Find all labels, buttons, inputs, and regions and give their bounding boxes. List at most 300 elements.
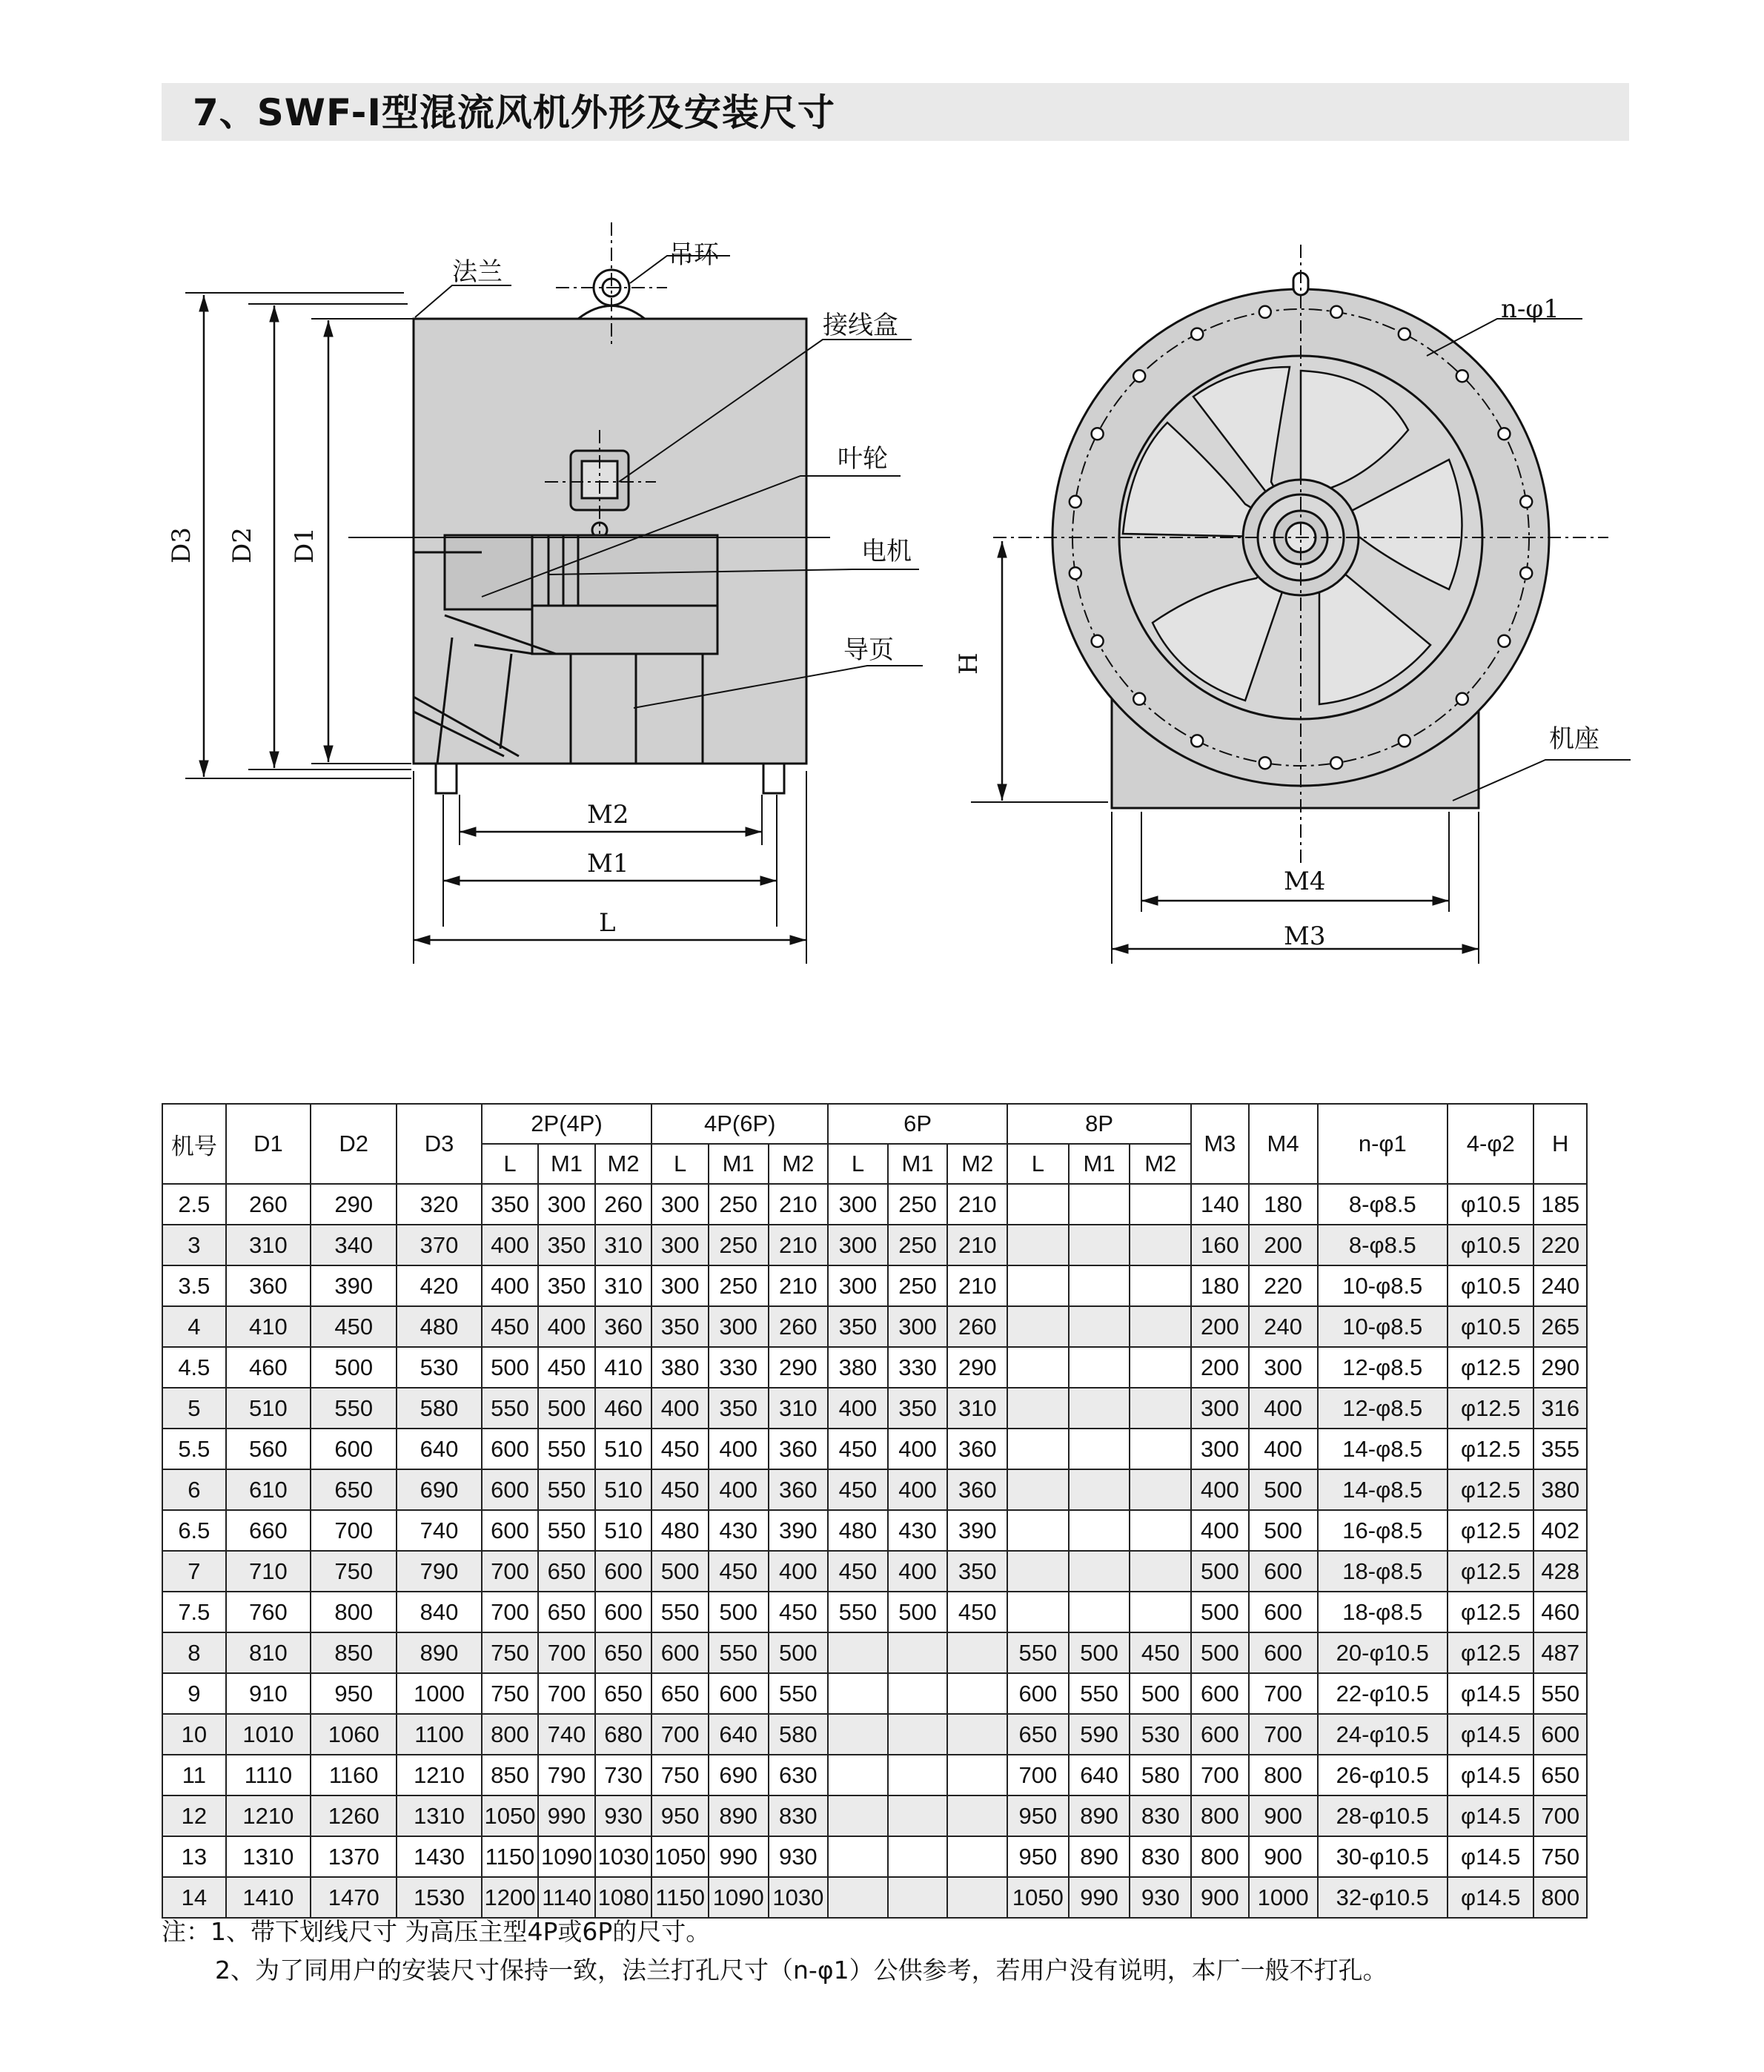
table-cell [1007,1551,1069,1592]
table-cell: 1050 [1007,1877,1069,1918]
table-cell: 370 [397,1225,481,1265]
table-cell: 500 [1249,1510,1318,1551]
table-row [162,1429,1587,1469]
table-cell: 12-φ8.5 [1318,1388,1448,1429]
table-cell: 300 [1249,1347,1318,1388]
table-cell: 210 [769,1184,829,1225]
label-h: H [954,652,984,675]
table-cell: 500 [769,1632,829,1673]
table-cell: 220 [1533,1225,1587,1265]
table-cell: 950 [311,1673,397,1714]
table-cell [828,1632,888,1673]
table-cell [1130,1306,1191,1347]
table-cell: 430 [709,1510,769,1551]
table-cell [888,1714,948,1755]
bolt-hole [1520,496,1532,508]
table-cell [1069,1592,1130,1632]
table-row [162,1184,1587,1225]
sub-header: L [482,1144,539,1184]
table-cell [1130,1388,1191,1429]
table-cell: 640 [397,1429,481,1469]
table-cell: 1310 [226,1836,311,1877]
table-cell: 830 [1130,1836,1191,1877]
table-cell: 180 [1249,1184,1318,1225]
table-cell: 12 [162,1795,226,1836]
table-cell: 600 [1007,1673,1069,1714]
table-cell: 950 [1007,1795,1069,1836]
table-cell: 600 [311,1429,397,1469]
table-cell: 640 [1069,1755,1130,1795]
table-header-row-1 [162,1104,1587,1144]
table-cell: 7 [162,1551,226,1592]
table-cell: φ10.5 [1448,1184,1533,1225]
table-cell: 550 [311,1388,397,1429]
bolt-hole [1092,635,1104,647]
table-cell: 3.5 [162,1265,226,1306]
table-cell: 300 [651,1265,709,1306]
table-cell: 510 [226,1388,311,1429]
table-row [162,1592,1587,1632]
table-cell: 350 [947,1551,1007,1592]
table-cell: 500 [1191,1632,1249,1673]
table-cell: φ12.5 [1448,1632,1533,1673]
table-cell [1130,1265,1191,1306]
table-cell [828,1714,888,1755]
table-cell [1130,1225,1191,1265]
table-cell: 450 [482,1306,539,1347]
table-row [162,1632,1587,1673]
table-cell: 300 [709,1306,769,1347]
table-cell: 800 [1533,1877,1587,1918]
table-cell: 700 [538,1673,595,1714]
table-cell [1007,1347,1069,1388]
table-cell: 990 [709,1836,769,1877]
table-cell: 830 [1130,1795,1191,1836]
table-cell: 1150 [482,1836,539,1877]
table-cell: 450 [828,1551,888,1592]
table-cell: 350 [538,1225,595,1265]
col-group-8p: 8P [1007,1104,1191,1144]
table-cell: 350 [538,1265,595,1306]
table-cell: 9 [162,1673,226,1714]
table-cell: 350 [482,1184,539,1225]
table-cell: 890 [397,1632,481,1673]
table-cell [947,1755,1007,1795]
table-cell [1130,1347,1191,1388]
table-cell: 390 [769,1510,829,1551]
table-cell [1007,1184,1069,1225]
bolt-hole [1070,567,1081,579]
bolt-hole [1259,757,1271,769]
table-cell: 1050 [482,1795,539,1836]
table-cell: φ12.5 [1448,1388,1533,1429]
table-cell: 1200 [482,1877,539,1918]
table-cell: 660 [226,1510,311,1551]
fan-drawing [0,0,1764,1023]
side-view [414,270,806,793]
table-cell: φ14.5 [1448,1795,1533,1836]
table-cell: 700 [311,1510,397,1551]
table-cell: 300 [651,1184,709,1225]
sub-header: L [1007,1144,1069,1184]
table-cell: 1150 [651,1877,709,1918]
bolt-hole [1330,306,1342,318]
col-header-holes: n-φ1 [1318,1104,1448,1184]
table-cell: 680 [595,1714,652,1755]
table-cell: φ12.5 [1448,1429,1533,1469]
table-cell: 402 [1533,1510,1587,1551]
label-d3: D3 [167,527,196,563]
table-cell: 1050 [651,1836,709,1877]
table-cell: 950 [1007,1836,1069,1877]
table-cell: 500 [311,1347,397,1388]
table-cell: 500 [538,1388,595,1429]
table-cell: 390 [311,1265,397,1306]
table-cell: 500 [1069,1632,1130,1673]
col-group-4p: 4P(6P) [651,1104,828,1144]
table-cell: 210 [947,1184,1007,1225]
table-cell [1007,1469,1069,1510]
bolt-hole [1520,567,1532,579]
table-cell: 1110 [226,1755,311,1795]
table-cell: 550 [538,1510,595,1551]
table-cell: 450 [651,1429,709,1469]
table-cell [1069,1184,1130,1225]
table-cell: 250 [888,1265,948,1306]
table-cell: 20-φ10.5 [1318,1632,1448,1673]
table-cell: 1030 [595,1836,652,1877]
table-cell: 1210 [397,1755,481,1795]
table-cell: 18-φ8.5 [1318,1592,1448,1632]
table-row [162,1388,1587,1429]
table-cell: 350 [709,1388,769,1429]
table-cell: 460 [595,1388,652,1429]
label-flange: 法兰 [452,257,503,287]
label-d2: D2 [228,527,257,563]
table-cell: 750 [482,1632,539,1673]
table-cell: 300 [1191,1429,1249,1469]
table-cell [888,1795,948,1836]
table-cell [1130,1184,1191,1225]
table-cell [828,1795,888,1836]
table-cell: 650 [1533,1755,1587,1795]
table-row [162,1795,1587,1836]
table-cell: 160 [1191,1225,1249,1265]
table-cell: 590 [1069,1714,1130,1755]
table-cell: 740 [397,1510,481,1551]
table-cell: 690 [709,1755,769,1795]
table-cell: 550 [1533,1673,1587,1714]
col-group-2p: 2P(4P) [482,1104,652,1144]
table-cell: 200 [1191,1347,1249,1388]
table-cell: 420 [397,1265,481,1306]
table-cell: 1470 [311,1877,397,1918]
bolt-hole [1456,370,1468,382]
table-cell: 600 [595,1551,652,1592]
table-cell: 400 [538,1306,595,1347]
table-cell: 550 [769,1673,829,1714]
table-cell: 14 [162,1877,226,1918]
table-cell: 400 [709,1429,769,1469]
table-cell: 730 [595,1755,652,1795]
table-cell [888,1632,948,1673]
table-cell: 6.5 [162,1510,226,1551]
table-cell: 950 [651,1795,709,1836]
table-cell: 400 [888,1469,948,1510]
table-cell: 600 [1249,1592,1318,1632]
table-cell: 800 [1191,1836,1249,1877]
table-cell: φ14.5 [1448,1714,1533,1755]
table-cell: 600 [482,1510,539,1551]
table-cell: 200 [1249,1225,1318,1265]
table-cell: 11 [162,1755,226,1795]
table-cell: 5.5 [162,1429,226,1469]
table-cell: 290 [769,1347,829,1388]
table-row [162,1836,1587,1877]
table-row [162,1714,1587,1755]
bolt-hole [1191,735,1203,747]
table-cell: 330 [888,1347,948,1388]
table-cell: 410 [226,1306,311,1347]
table-cell: 580 [1130,1755,1191,1795]
label-lifting-ring: 吊环 [669,240,719,270]
table-cell [1130,1469,1191,1510]
table-cell: 1010 [226,1714,311,1755]
table-cell: 450 [828,1469,888,1510]
col-header-d1: D1 [226,1104,311,1184]
table-cell: 700 [1249,1714,1318,1755]
table-cell: 7.5 [162,1592,226,1632]
table-cell: 300 [828,1184,888,1225]
table-cell: 1080 [595,1877,652,1918]
table-cell [1130,1429,1191,1469]
table-cell: 1060 [311,1714,397,1755]
table-cell: 400 [888,1551,948,1592]
table-cell: φ12.5 [1448,1551,1533,1592]
table-cell: 300 [651,1225,709,1265]
table-cell: 550 [1007,1632,1069,1673]
table-cell: 850 [482,1755,539,1795]
label-holes: n-φ1 [1501,294,1559,324]
table-row [162,1469,1587,1510]
table-cell: 990 [1069,1877,1130,1918]
table-cell: 28-φ10.5 [1318,1795,1448,1836]
sub-header: M2 [595,1144,652,1184]
table-cell: 600 [482,1429,539,1469]
table-cell: 1140 [538,1877,595,1918]
table-cell: 930 [769,1836,829,1877]
table-cell: 550 [538,1469,595,1510]
bolt-hole [1399,735,1410,747]
table-cell [888,1877,948,1918]
sub-header: L [828,1144,888,1184]
table-cell: 26-φ10.5 [1318,1755,1448,1795]
table-cell: 355 [1533,1429,1587,1469]
table-cell: 790 [397,1551,481,1592]
note-1: 注：1、带下划线尺寸 为高压主型4P或6P的尺寸。 [162,1917,711,1946]
table-cell: 510 [595,1510,652,1551]
table-cell: 3 [162,1225,226,1265]
bolt-hole [1133,370,1145,382]
table-cell: 300 [828,1225,888,1265]
table-row [162,1877,1587,1918]
table-cell: 8-φ8.5 [1318,1225,1448,1265]
table-cell [1130,1592,1191,1632]
table-cell: 300 [538,1184,595,1225]
table-cell: 700 [482,1551,539,1592]
table-cell: 350 [888,1388,948,1429]
table-cell [888,1673,948,1714]
table-cell: 4 [162,1306,226,1347]
table-cell: 265 [1533,1306,1587,1347]
table-cell: 310 [947,1388,1007,1429]
table-cell: 450 [311,1306,397,1347]
table-cell: 510 [595,1469,652,1510]
table-cell: 200 [1191,1306,1249,1347]
table-cell: 750 [1533,1836,1587,1877]
table-cell: 428 [1533,1551,1587,1592]
sub-header: M1 [1069,1144,1130,1184]
table-cell: 1430 [397,1836,481,1877]
table-cell: 450 [769,1592,829,1632]
table-cell: 650 [595,1673,652,1714]
table-cell: φ10.5 [1448,1265,1533,1306]
table-cell: 500 [1130,1673,1191,1714]
table-cell: 12-φ8.5 [1318,1347,1448,1388]
foot-right [763,764,784,793]
bolt-hole [1399,328,1410,340]
bolt-hole [1498,428,1510,440]
table-cell: 22-φ10.5 [1318,1673,1448,1714]
bolt-hole [1092,428,1104,440]
table-cell: 13 [162,1836,226,1877]
table-cell: 340 [311,1225,397,1265]
table-cell: φ14.5 [1448,1877,1533,1918]
table-cell [1130,1510,1191,1551]
table-cell: 250 [709,1265,769,1306]
table-cell: 1000 [397,1673,481,1714]
label-l: L [599,908,616,938]
table-cell: 450 [1130,1632,1191,1673]
label-junction-box: 接线盒 [823,311,898,340]
table-cell: 550 [538,1429,595,1469]
table-cell: φ12.5 [1448,1469,1533,1510]
table-cell: 360 [595,1306,652,1347]
table-cell: 450 [538,1347,595,1388]
table-cell [1007,1306,1069,1347]
table-cell: 610 [226,1469,311,1510]
col-group-6p: 6P [828,1104,1007,1144]
table-cell: 650 [311,1469,397,1510]
table-row [162,1306,1587,1347]
table-cell: 8 [162,1632,226,1673]
table-cell: 650 [595,1632,652,1673]
table-cell: 750 [482,1673,539,1714]
col-header-base-holes: 4-φ2 [1448,1104,1533,1184]
table-cell: 360 [947,1469,1007,1510]
table-cell: 580 [769,1714,829,1755]
table-cell: 700 [482,1592,539,1632]
table-cell: 32-φ10.5 [1318,1877,1448,1918]
table-cell [947,1877,1007,1918]
table-cell: 890 [1069,1836,1130,1877]
table-cell: φ10.5 [1448,1225,1533,1265]
table-cell: 290 [947,1347,1007,1388]
table-cell: 260 [595,1184,652,1225]
col-header-h: H [1533,1104,1587,1184]
table-cell: 260 [947,1306,1007,1347]
col-header-d2: D2 [311,1104,397,1184]
table-cell [947,1632,1007,1673]
table-cell: 600 [595,1592,652,1632]
foot-left [436,764,457,793]
table-cell: 690 [397,1469,481,1510]
table-cell: 600 [1249,1632,1318,1673]
table-cell: 1100 [397,1714,481,1755]
sub-header: M2 [769,1144,829,1184]
table-cell [1130,1551,1191,1592]
table-cell: 310 [595,1225,652,1265]
table-cell: 580 [397,1388,481,1429]
table-cell: 300 [828,1265,888,1306]
table-cell: 400 [1249,1429,1318,1469]
table-cell: 600 [1533,1714,1587,1755]
table-cell: 250 [888,1225,948,1265]
table-cell: 1090 [538,1836,595,1877]
table-cell: 510 [595,1429,652,1469]
table-row [162,1551,1587,1592]
table-cell: 316 [1533,1388,1587,1429]
table-cell: 550 [651,1592,709,1632]
table-cell: 380 [651,1347,709,1388]
table-cell: 360 [769,1469,829,1510]
bolt-hole [1330,757,1342,769]
table-cell: 500 [1191,1551,1249,1592]
col-header-no: 机号 [162,1104,226,1184]
table-cell: 500 [1191,1592,1249,1632]
table-cell [947,1795,1007,1836]
table-cell [1007,1592,1069,1632]
table-cell [1069,1225,1130,1265]
table-cell: 400 [769,1551,829,1592]
table-cell: 630 [769,1755,829,1795]
table-cell: 410 [595,1347,652,1388]
label-m4: M4 [1284,867,1326,896]
table-cell: 480 [651,1510,709,1551]
table-cell: 5 [162,1388,226,1429]
table-cell: 550 [482,1388,539,1429]
label-guide-vane: 导页 [843,635,894,665]
table-cell: 830 [769,1795,829,1836]
table-cell: φ12.5 [1448,1510,1533,1551]
table-cell: 650 [651,1673,709,1714]
table-cell: 500 [1249,1469,1318,1510]
table-cell: 530 [1130,1714,1191,1755]
table-cell: 350 [651,1306,709,1347]
table-cell: φ12.5 [1448,1592,1533,1632]
table-cell: 650 [538,1592,595,1632]
table-cell: 290 [1533,1347,1587,1388]
table-row [162,1225,1587,1265]
table-cell [1069,1265,1130,1306]
table-cell: 890 [1069,1795,1130,1836]
bolt-hole [1133,693,1145,705]
table-cell: 1310 [397,1795,481,1836]
table-cell [828,1877,888,1918]
table-cell: 500 [651,1551,709,1592]
table-cell: 250 [709,1184,769,1225]
table-cell [888,1836,948,1877]
